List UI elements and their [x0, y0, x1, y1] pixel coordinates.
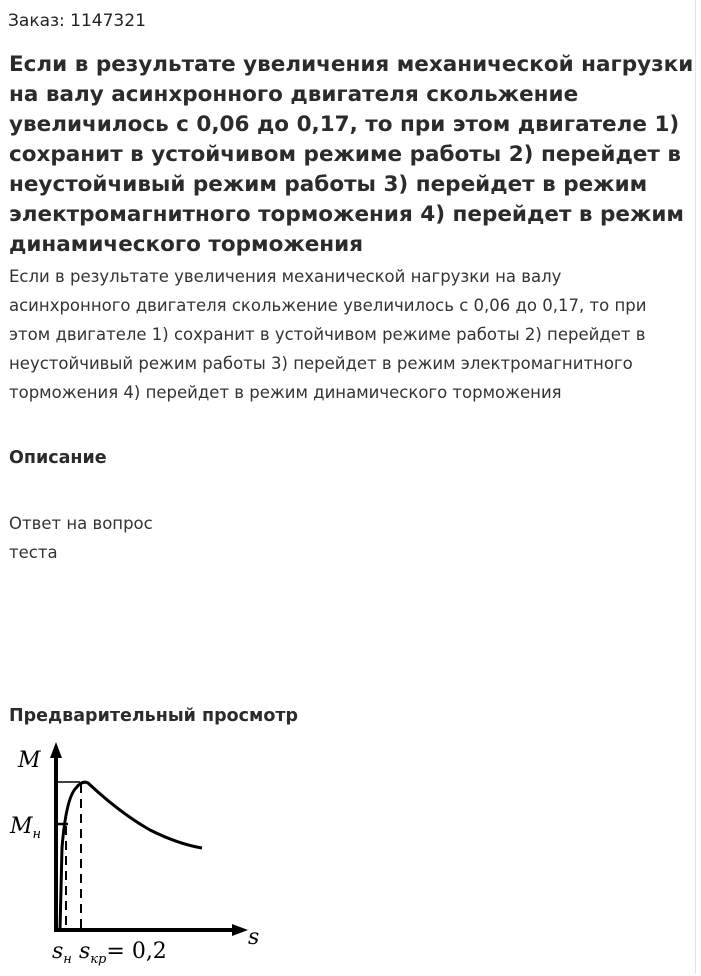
- critical-slip-label: [79, 939, 167, 967]
- rated-slip-label-sub: н: [63, 952, 72, 967]
- preview-image: [0, 738, 300, 976]
- x-axis-arrow: [232, 924, 248, 936]
- rated-torque-label-main: M: [10, 814, 33, 839]
- page-title: Если в результате увеличения механической нагрузки на валу асинхронного двигателя скольжение увеличилось с 0,06 до 0,17, то при этом двигателе 1) сохранит в устойчивом режиме работы 2) перейдет в неустойчивый режим работы 3) перейдет в режим электромагнитного торможения 4) перейдет в режим динамического торможения: [9, 52, 694, 257]
- order-number: Заказ: 1147321: [8, 11, 146, 31]
- critical-slip-label-sub: кр: [90, 952, 107, 967]
- preview-heading: Предварительный просмотр: [9, 706, 299, 726]
- rated-torque-label-sub: н: [32, 827, 42, 842]
- rated-torque-label: [9, 814, 41, 842]
- critical-slip-label-main: s: [79, 939, 91, 964]
- torque-slip-graph: [0, 738, 300, 976]
- rated-slip-label: [52, 939, 72, 967]
- question-text: Если в результате увеличения механической нагрузки на валу асинхронного двигателя скольжение увеличилось с 0,06 до 0,17, то при этом двигателе 1) сохранит в устойчивом режиме работы 2) перейдет в неустойчивый режим работы 3) перейдет в режим электромагнитного торможения 4) перейдет в режим динамического торможения: [9, 267, 647, 402]
- rated-slip-label-main: s: [52, 939, 64, 964]
- y-axis-arrow: [50, 742, 62, 758]
- description-text: Ответ на вопрос теста: [9, 514, 153, 562]
- y-axis-label: M: [18, 748, 41, 773]
- description-heading: Описание: [9, 448, 107, 468]
- critical-slip-value: = 0,2: [106, 939, 167, 964]
- x-axis-label: s: [248, 925, 260, 950]
